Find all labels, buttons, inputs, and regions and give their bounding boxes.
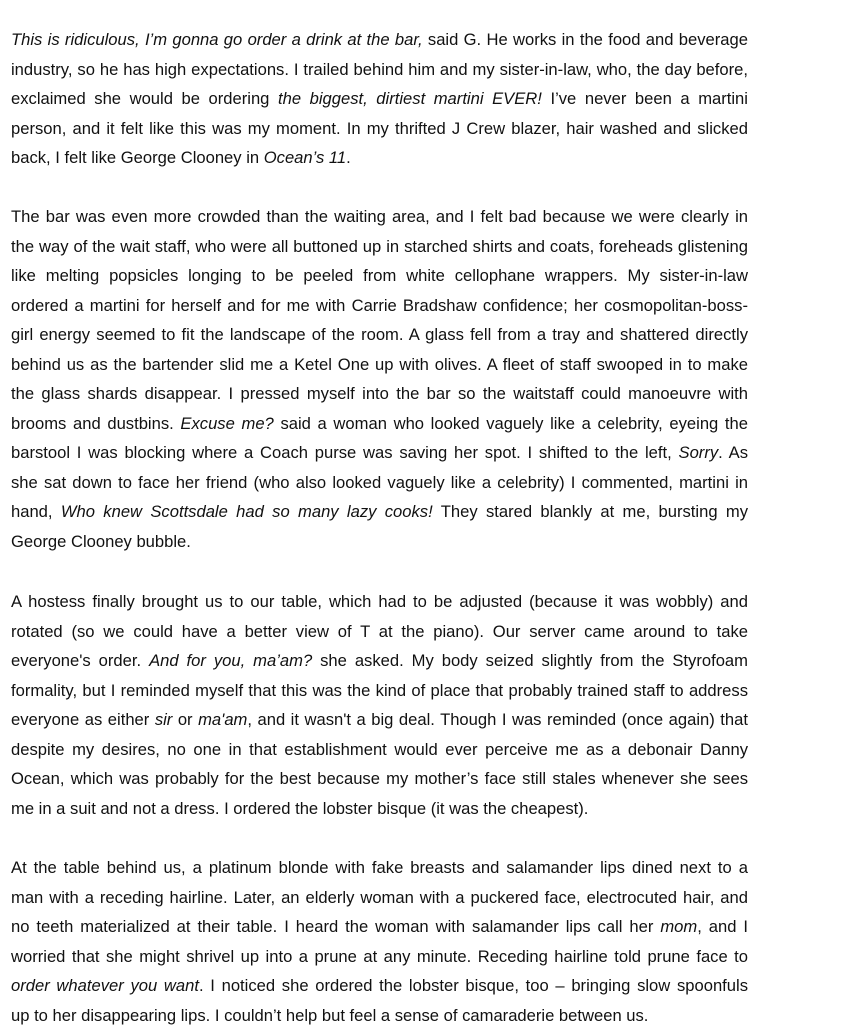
text-span: man with a receding hairline. Later, an elderly woman with a puckered face, electrocuted hair, and: [11, 888, 748, 907]
text-span: behind us as the bartender slid me a Ketel One up with olives. A fleet of staff swooped in to make: [11, 355, 748, 374]
text-span: like melting popsicles longing to be peeled from white cellophane wrappers. My sister-in-law: [11, 266, 748, 285]
text-line: [11, 202, 748, 232]
paragraph-4: [11, 853, 748, 1030]
italic-text: sir: [155, 710, 173, 729]
text-line: [11, 646, 748, 676]
text-span: formality, but I reminded myself that this was the kind of place that probably trained staff to address: [11, 681, 748, 700]
paragraph-3: [11, 587, 748, 823]
italic-text: This is ridiculous, I’m gonna go order a drink at the bar,: [11, 30, 423, 49]
text-span: everyone as either: [11, 710, 155, 729]
text-line: [11, 261, 748, 291]
text-line: [11, 409, 748, 439]
text-line: [11, 84, 748, 114]
text-span: despite my desires, no one in that establishment would ever perceive me as a debonair Danny: [11, 740, 748, 759]
text-span: she sat down to face her friend (who also looked vaguely like a celebrity) I commented, martini in: [11, 473, 748, 492]
italic-text: mom: [660, 917, 697, 936]
text-line: [11, 587, 748, 617]
text-line: [11, 143, 748, 173]
text-span: me in a suit and not a dress. I ordered the lobster bisque (it was the cheapest).: [11, 799, 588, 818]
text-line: [11, 971, 748, 1001]
italic-text: Ocean’s 11: [264, 148, 346, 167]
text-span: . I noticed she ordered the lobster bisque, too – bringing slow spoonfuls: [199, 976, 748, 995]
text-line: [11, 320, 748, 350]
paragraph-1: [11, 25, 748, 173]
text-span: ordered a martini for herself and for me with Carrie Bradshaw confidence; her cosmopolitan-boss-: [11, 296, 748, 315]
text-span: Ocean, which was probably for the best because my mother’s face still stales whenever she sees: [11, 769, 748, 788]
text-line: [11, 942, 748, 972]
italic-text: Excuse me?: [180, 414, 273, 433]
text-line: [11, 912, 748, 942]
italic-text: And for you, ma’am?: [149, 651, 312, 670]
text-span: I’ve never been a martini: [542, 89, 748, 108]
text-line: [11, 55, 748, 85]
text-line: [11, 379, 748, 409]
text-line: [11, 438, 748, 468]
text-line: [11, 883, 748, 913]
text-line: [11, 114, 748, 144]
text-line: [11, 527, 748, 557]
text-line: [11, 617, 748, 647]
text-span: George Clooney bubble.: [11, 532, 191, 551]
text-span: They stared blankly at me, bursting my: [433, 502, 748, 521]
text-span: back, I felt like George Clooney in: [11, 148, 264, 167]
italic-text: order whatever you want: [11, 976, 199, 995]
text-line: [11, 232, 748, 262]
text-line: [11, 25, 748, 55]
text-span: barstool I was blocking where a Coach purse was saving her spot. I shifted to the left,: [11, 443, 679, 462]
text-line: [11, 705, 748, 735]
text-line: [11, 853, 748, 883]
text-span: the way of the wait staff, who were all buttoned up in starched shirts and coats, foreheads glistening: [11, 237, 748, 256]
text-span: everyone's order.: [11, 651, 149, 670]
text-span: , and it wasn't a big deal. Though I was reminded (once again) that: [247, 710, 748, 729]
text-span: girl energy seemed to fit the landscape of the room. A glass fell from a tray and shattered directly: [11, 325, 748, 344]
text-line: [11, 676, 748, 706]
paragraph-2: [11, 202, 748, 556]
text-line: [11, 497, 748, 527]
text-line: [11, 1001, 748, 1030]
text-line: [11, 350, 748, 380]
text-span: , and I: [697, 917, 748, 936]
text-span: A hostess finally brought us to our table, which had to be adjusted (because it was wobbly) and: [11, 592, 748, 611]
italic-text: Sorry: [679, 443, 719, 462]
text-span: hand,: [11, 502, 61, 521]
text-span: At the table behind us, a platinum blonde with fake breasts and salamander lips dined next to a: [11, 858, 748, 877]
text-span: rotated (so we could have a better view of T at the piano). Our server came around to take: [11, 622, 748, 641]
text-span: up to her disappearing lips. I couldn’t help but feel a sense of camaraderie between us.: [11, 1006, 648, 1025]
text-span: the glass shards disappear. I pressed myself into the bar so the waitstaff could manoeuvre with: [11, 384, 748, 403]
text-span: brooms and dustbins.: [11, 414, 180, 433]
text-span: no teeth materialized at their table. I heard the woman with salamander lips call her: [11, 917, 660, 936]
text-span: person, and it felt like this was my moment. In my thrifted J Crew blazer, hair washed and slicked: [11, 119, 748, 138]
text-span: industry, so he has high expectations. I trailed behind him and my sister-in-law, who, the day before,: [11, 60, 748, 79]
text-line: [11, 764, 748, 794]
text-line: [11, 794, 748, 824]
italic-text: Who knew Scottsdale had so many lazy cooks!: [61, 502, 433, 521]
text-span: The bar was even more crowded than the waiting area, and I felt bad because we were clearly in: [11, 207, 748, 226]
text-line: [11, 735, 748, 765]
text-span: she asked. My body seized slightly from the Styrofoam: [312, 651, 748, 670]
text-span: . As: [718, 443, 748, 462]
text-span: said a woman who looked vaguely like a celebrity, eyeing the: [274, 414, 748, 433]
text-line: [11, 468, 748, 498]
text-span: said G. He works in the food and beverage: [423, 30, 748, 49]
text-span: worried that she might shrivel up into a prune at any minute. Receding hairline told prune face to: [11, 947, 748, 966]
text-span: .: [346, 148, 351, 167]
italic-text: the biggest, dirtiest martini EVER!: [278, 89, 542, 108]
text-span: or: [172, 710, 198, 729]
text-line: [11, 291, 748, 321]
italic-text: ma'am: [198, 710, 247, 729]
text-span: exclaimed she would be ordering: [11, 89, 278, 108]
